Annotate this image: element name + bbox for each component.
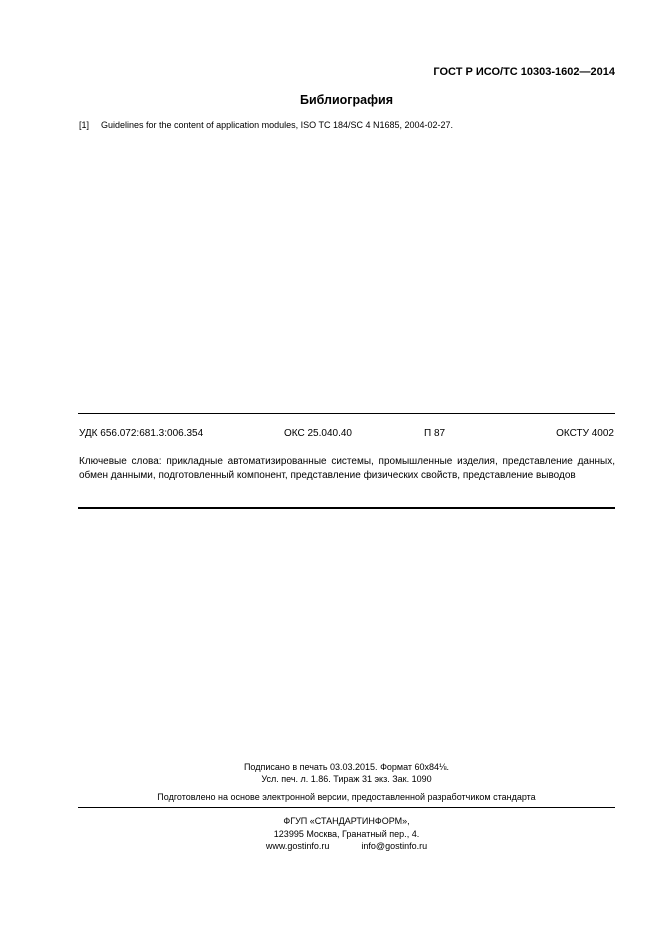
p-code: П 87 [424, 428, 446, 439]
classification-row [79, 428, 614, 442]
bibliography-item-number: [1] [79, 120, 90, 130]
udk-code: УДК 656.072:681.3:006.354 [79, 428, 204, 439]
publisher-website: www.gostinfo.ru [265, 841, 330, 851]
divider-imprint [78, 807, 615, 808]
imprint-prepared-note: Подготовлено на основе электронной версии, предоставленной разработчиком стандарта [157, 792, 536, 802]
bibliography-item-text: Guidelines for the content of application modules, ISO TC 184/SC 4 N1685, 2004-02-27. [101, 120, 454, 130]
oks-code: ОКС 25.040.40 [284, 428, 352, 439]
keywords-paragraph: Ключевые слова: прикладные автоматизированные системы, промышленные изделия, представление данных, обмен данными, подготовленный компонент, представление физических свойств, представление выводов [79, 456, 615, 481]
imprint-print-details: Усл. печ. л. 1.86. Тираж 31 экз. Зак. 1090 [261, 774, 432, 784]
divider-bottom [78, 507, 615, 509]
publisher-email: info@gostinfo.ru [361, 841, 428, 851]
publisher-name: ФГУП «СТАНДАРТИНФОРМ», [283, 816, 410, 826]
bibliography-title: Библиография [299, 93, 394, 107]
imprint-signed: Подписано в печать 03.03.2015. Формат 60х84⅛. [243, 762, 450, 772]
okstu-code: ОКСТУ 4002 [556, 428, 614, 439]
publisher-address: 123995 Москва, Гранатный пер., 4. [273, 829, 420, 839]
document-number: ГОСТ Р ИСО/ТС 10303-1602—2014 [433, 66, 615, 78]
publisher-contacts [0, 841, 661, 851]
divider-top [78, 413, 615, 414]
bibliography-item [79, 120, 453, 130]
